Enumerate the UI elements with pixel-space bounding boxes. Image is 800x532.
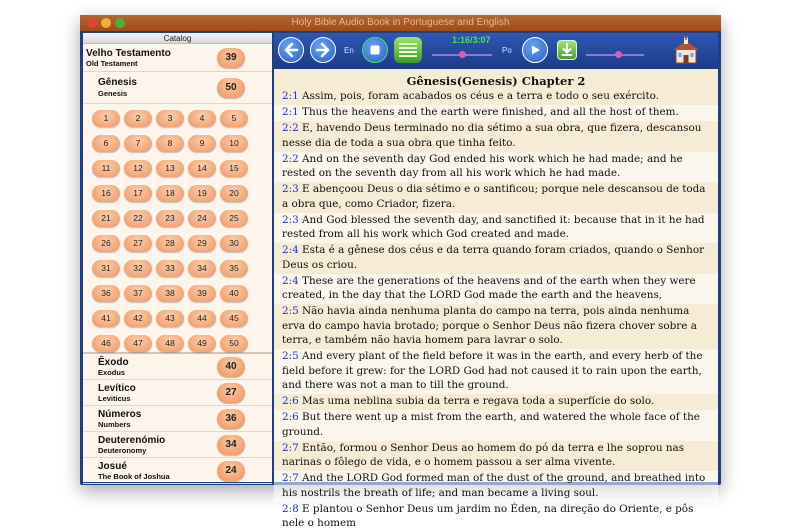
- forward-arrow-icon: [315, 42, 331, 58]
- book-name-english: Leviticus: [98, 394, 131, 403]
- verse-english: [274, 471, 718, 502]
- testament-name-english: Old Testament: [86, 59, 138, 68]
- verse-number[interactable]: 2:7: [282, 472, 299, 484]
- book-row[interactable]: [83, 458, 272, 484]
- chapter-button[interactable]: 36: [92, 285, 120, 302]
- chapter-button[interactable]: 1: [92, 110, 120, 127]
- player-toolbar: [274, 33, 718, 67]
- chapter-button[interactable]: 2: [124, 110, 152, 127]
- verse-text: E abençoou Deus o dia sétimo e o santificou; porque nele descansou de toda a obra que, como Criador, fizera.: [282, 183, 706, 210]
- chapter-button[interactable]: 24: [188, 210, 216, 227]
- book-name: Levítico: [98, 383, 136, 394]
- verse-portuguese: [274, 121, 718, 152]
- verse-number[interactable]: 2:6: [282, 395, 299, 407]
- chapter-button[interactable]: 14: [188, 160, 216, 177]
- download-button[interactable]: [557, 40, 577, 60]
- verse-portuguese: [274, 441, 718, 472]
- window-title: Holy Bible Audio Book in Portuguese and English: [80, 17, 721, 28]
- verse-text: Thus the heavens and the earth were finished, and all the host of them.: [302, 106, 679, 118]
- verse-number[interactable]: 2:6: [282, 411, 299, 423]
- chapter-button[interactable]: 11: [92, 160, 120, 177]
- book-row[interactable]: [83, 406, 272, 432]
- chapter-button[interactable]: 49: [188, 335, 216, 352]
- verse-portuguese: [274, 182, 718, 213]
- verse-list: [274, 89, 718, 532]
- chapter-button[interactable]: 48: [156, 335, 184, 352]
- english-audio-label: En: [344, 46, 354, 55]
- chapter-button[interactable]: 37: [124, 285, 152, 302]
- book-name-english: The Book of Joshua: [98, 472, 170, 481]
- chapter-button[interactable]: 46: [92, 335, 120, 352]
- chapter-button[interactable]: 29: [188, 235, 216, 252]
- chapter-grid: [83, 104, 272, 354]
- book-row[interactable]: [83, 432, 272, 458]
- portuguese-audio-label: Po: [502, 46, 512, 55]
- verse-number[interactable]: 2:5: [282, 350, 299, 362]
- verse-number[interactable]: 2:4: [282, 275, 299, 287]
- chapter-button[interactable]: 5: [220, 110, 248, 127]
- book-stack-button[interactable]: [394, 37, 422, 63]
- testament-row[interactable]: [83, 44, 272, 72]
- book-chapter-count: 34: [217, 435, 245, 455]
- verse-text: Não havia ainda nenhuma planta do campo na terra, pois ainda nenhuma erva do campo havia brotado; porque o Senhor Deus não fizera chover sobre a terra, e também não havia homem para lavrar o solo.: [282, 305, 697, 346]
- church-icon: [669, 35, 703, 65]
- book-chapter-count: 50: [217, 78, 245, 98]
- play-button[interactable]: [522, 37, 548, 63]
- verse-number[interactable]: 2:8: [282, 503, 299, 515]
- chapter-button[interactable]: 25: [220, 210, 248, 227]
- verse-text: E, havendo Deus terminado no dia sétimo a sua obra, que fizera, descansou nesse dia de toda a sua obra que tinha feito.: [282, 122, 701, 149]
- catalog-sidebar: [83, 33, 272, 482]
- church-button[interactable]: [669, 35, 703, 65]
- verse-text: Assim, pois, foram acabados os céus e a terra e todo o seu exército.: [302, 90, 659, 102]
- chapter-button[interactable]: 39: [188, 285, 216, 302]
- chapter-button[interactable]: 9: [188, 135, 216, 152]
- chapter-button[interactable]: 22: [124, 210, 152, 227]
- chapter-button[interactable]: 45: [220, 310, 248, 327]
- catalog-header: Catalog: [83, 33, 272, 44]
- chapter-button[interactable]: 18: [156, 185, 184, 202]
- book-list: [83, 354, 272, 484]
- chapter-button[interactable]: 27: [124, 235, 152, 252]
- verse-number[interactable]: 2:7: [282, 442, 299, 454]
- back-arrow-icon: [283, 42, 299, 58]
- chapter-button[interactable]: 28: [156, 235, 184, 252]
- book-chapter-count: 40: [217, 357, 245, 377]
- verse-text: Esta é a gênese dos céus e da terra quando foram criados, quando o Senhor Deus os criou.: [282, 244, 704, 271]
- verse-english: [274, 152, 718, 183]
- chapter-button[interactable]: 16: [92, 185, 120, 202]
- book-row-genesis[interactable]: [83, 72, 272, 104]
- book-row[interactable]: [83, 380, 272, 406]
- title-bar[interactable]: [80, 15, 721, 31]
- chapter-button[interactable]: 4: [188, 110, 216, 127]
- english-progress-knob[interactable]: [459, 51, 466, 58]
- stop-icon: [369, 44, 381, 56]
- chapter-button[interactable]: 19: [188, 185, 216, 202]
- book-name-english: Exodus: [98, 368, 125, 377]
- verse-english: [274, 274, 718, 305]
- verse-number[interactable]: 2:2: [282, 153, 299, 165]
- play-icon: [529, 44, 541, 56]
- book-chapter-count: 24: [217, 461, 245, 481]
- portuguese-progress-knob[interactable]: [615, 51, 622, 58]
- chapter-button[interactable]: 50: [220, 335, 248, 352]
- book-stack-icon: [394, 37, 422, 63]
- verse-number[interactable]: 2:1: [282, 90, 299, 102]
- verse-portuguese: [274, 394, 718, 410]
- chapter-button[interactable]: 21: [92, 210, 120, 227]
- chapter-button[interactable]: 43: [156, 310, 184, 327]
- chapter-button[interactable]: 3: [156, 110, 184, 127]
- book-name: Êxodo: [98, 357, 129, 368]
- book-name: Deuterenómio: [98, 435, 165, 446]
- verse-english: [274, 105, 718, 121]
- verse-number[interactable]: 2:1: [282, 106, 299, 118]
- chapter-button[interactable]: 38: [156, 285, 184, 302]
- verse-text: And the LORD God formed man of the dust of the ground, and breathed into his nostrils the breath of life; and man became a living soul.: [282, 472, 705, 499]
- chapter-button[interactable]: 7: [124, 135, 152, 152]
- chapter-button[interactable]: 35: [220, 260, 248, 277]
- book-name-english: Deuteronomy: [98, 446, 146, 455]
- chapter-button[interactable]: 32: [124, 260, 152, 277]
- chapter-button[interactable]: 33: [156, 260, 184, 277]
- verse-text: Mas uma neblina subia da terra e regava toda a superfície do solo.: [302, 395, 654, 407]
- verse-text: E plantou o Senhor Deus um jardim no Éden, na direção do Oriente, e pôs nele o homem: [282, 503, 693, 530]
- testament-name: Velho Testamento: [86, 48, 171, 59]
- chapter-button[interactable]: 6: [92, 135, 120, 152]
- book-name: Números: [98, 409, 141, 420]
- chapter-button[interactable]: 13: [156, 160, 184, 177]
- verse-number[interactable]: 2:2: [282, 122, 299, 134]
- verse-text: And on the seventh day God ended his work which he had made; and he rested on the seventh day from all his work which he had made.: [282, 153, 683, 180]
- book-name: Gênesis: [98, 77, 137, 88]
- verse-text: But there went up a mist from the earth, and watered the whole face of the ground.: [282, 411, 700, 438]
- chapter-button[interactable]: 30: [220, 235, 248, 252]
- download-icon: [558, 41, 576, 59]
- chapter-title: Gênesis(Genesis) Chapter 2: [274, 69, 718, 89]
- book-chapter-count: 36: [217, 409, 245, 429]
- chapter-button[interactable]: 44: [188, 310, 216, 327]
- chapter-button[interactable]: 8: [156, 135, 184, 152]
- book-name-english: Genesis: [98, 89, 127, 98]
- verse-english: [274, 213, 718, 244]
- verse-english: [274, 410, 718, 441]
- book-name-english: Numbers: [98, 420, 131, 429]
- verse-text: And every plant of the field before it was in the earth, and every herb of the field before it grew: for the LORD God had not caused it to rain upon the earth, and there was not a man to till the ground.: [282, 350, 703, 391]
- chapter-button[interactable]: 17: [124, 185, 152, 202]
- verse-number[interactable]: 2:4: [282, 244, 299, 256]
- verse-number[interactable]: 2:3: [282, 183, 299, 195]
- verse-text: These are the generations of the heavens and of the earth when they were created, in the day that the LORD God made the earth and the heavens,: [282, 275, 696, 302]
- book-row[interactable]: [83, 354, 272, 380]
- chapter-button[interactable]: 42: [124, 310, 152, 327]
- chapter-button[interactable]: 20: [220, 185, 248, 202]
- scripture-reader[interactable]: [274, 69, 718, 482]
- verse-number[interactable]: 2:3: [282, 214, 299, 226]
- testament-book-count: 39: [217, 48, 245, 68]
- verse-portuguese: [274, 89, 718, 105]
- chapter-button[interactable]: 40: [220, 285, 248, 302]
- verse-text: And God blessed the seventh day, and sanctified it: because that in it he had rested from all his work which God created and made.: [282, 214, 705, 241]
- chapter-button[interactable]: 10: [220, 135, 248, 152]
- verse-portuguese: [274, 243, 718, 274]
- chapter-button[interactable]: 26: [92, 235, 120, 252]
- chapter-button[interactable]: 34: [188, 260, 216, 277]
- app-window: [80, 15, 721, 485]
- chapter-button[interactable]: 23: [156, 210, 184, 227]
- chapter-button[interactable]: 12: [124, 160, 152, 177]
- previous-chapter-button[interactable]: [278, 37, 304, 63]
- playback-time: 1:16/3:07: [452, 35, 491, 45]
- stop-button[interactable]: [362, 37, 388, 63]
- verse-english: [274, 349, 718, 394]
- book-chapter-count: 27: [217, 383, 245, 403]
- book-name: Josué: [98, 461, 127, 472]
- chapter-button[interactable]: 31: [92, 260, 120, 277]
- verse-text: Então, formou o Senhor Deus ao homem do pó da terra e lhe soprou nas narinas o fôlego de vida, e o homem passou a ser alma vivente.: [282, 442, 684, 469]
- next-chapter-button[interactable]: [310, 37, 336, 63]
- chapter-button[interactable]: 15: [220, 160, 248, 177]
- verse-portuguese: [274, 502, 718, 532]
- chapter-button[interactable]: 41: [92, 310, 120, 327]
- chapter-button[interactable]: 47: [124, 335, 152, 352]
- verse-portuguese: [274, 304, 718, 349]
- verse-number[interactable]: 2:5: [282, 305, 299, 317]
